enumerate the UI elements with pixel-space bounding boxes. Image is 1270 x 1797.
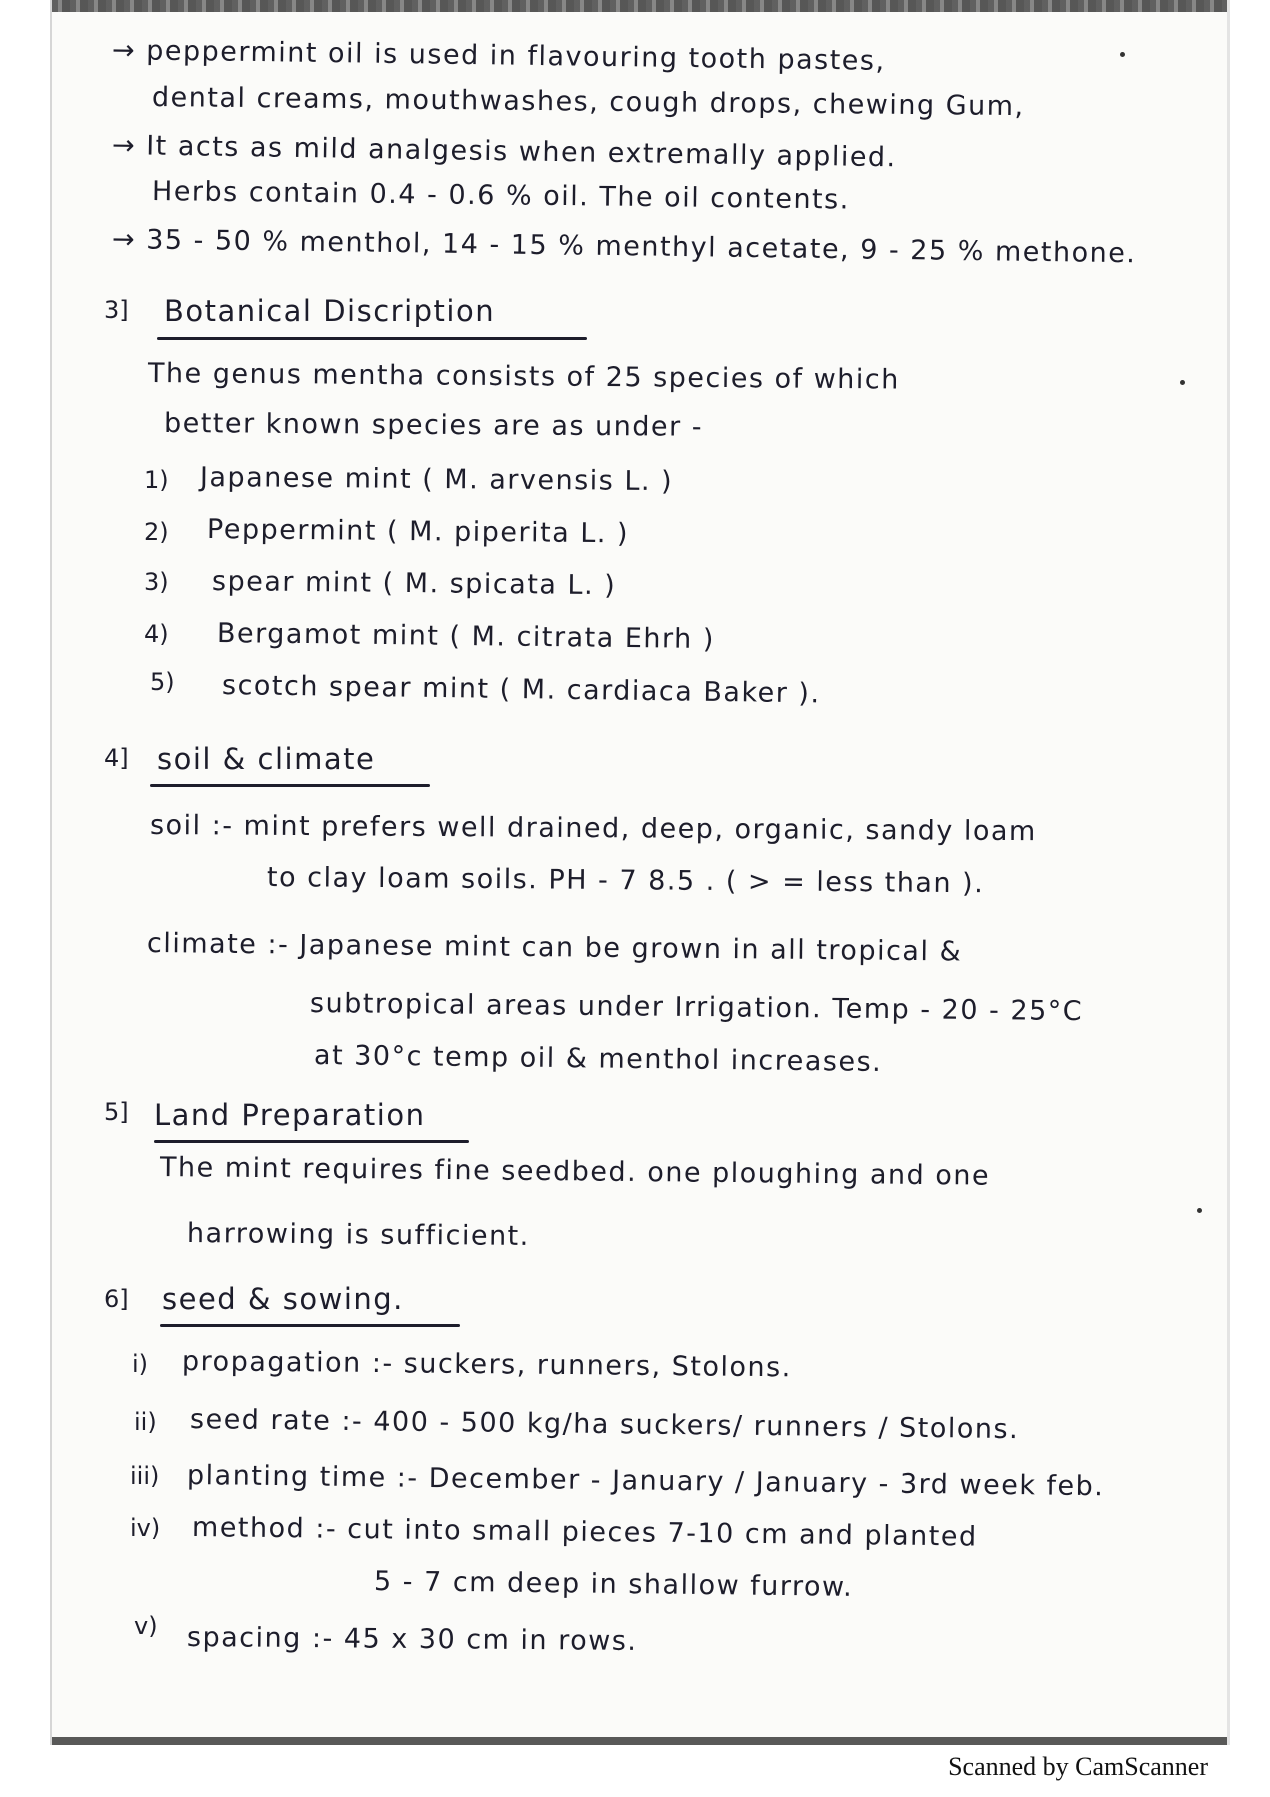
seed-item-number-2: ii) xyxy=(134,1408,157,1436)
seed-item-number-1: i) xyxy=(132,1350,149,1378)
species-number-2: 2) xyxy=(144,518,169,546)
climate-line-3: at 30°c temp oil & menthol increases. xyxy=(313,1040,883,1078)
paper-bottom-edge xyxy=(52,1737,1227,1745)
species-number-4: 4) xyxy=(144,620,169,648)
species-item-4: Bergamot mint ( M. citrata Ehrh ) xyxy=(216,618,716,656)
section-6-underline xyxy=(160,1324,460,1327)
intro-line-1: → peppermint oil is used in flavouring tooth pastes, xyxy=(111,35,886,77)
seed-item-2: seed rate :- 400 - 500 kg/ha suckers/ runners / Stolons. xyxy=(189,1404,1020,1446)
section-6-heading: seed & sowing. xyxy=(162,1282,404,1316)
section-6-number: 6] xyxy=(104,1285,129,1313)
seed-item-1: propagation :- suckers, runners, Stolons. xyxy=(181,1346,792,1384)
section-4-number: 4] xyxy=(104,744,129,772)
seed-item-4-continuation: 5 - 7 cm deep in shallow furrow. xyxy=(373,1566,854,1603)
climate-line-1: climate :- Japanese mint can be grown in all tropical & xyxy=(146,928,963,968)
paper-top-edge xyxy=(52,0,1227,12)
section-3-line-1: The genus mentha consists of 25 species of which xyxy=(147,358,900,396)
species-number-1: 1) xyxy=(144,466,169,494)
species-number-5: 5) xyxy=(150,668,175,696)
species-item-5: scotch spear mint ( M. cardiaca Baker ). xyxy=(221,670,821,710)
section-3-line-2: better known species are as under - xyxy=(163,408,704,443)
intro-line-4: Herbs contain 0.4 - 0.6 % oil. The oil contents. xyxy=(151,176,850,216)
section-3-underline xyxy=(157,337,587,340)
scan-speck xyxy=(1120,52,1125,57)
section-4-heading: soil & climate xyxy=(157,742,376,776)
section-5-line-1: The mint requires fine seedbed. one ploughing and one xyxy=(159,1152,991,1192)
seed-item-number-5: v) xyxy=(134,1612,158,1640)
soil-line-1: soil :- mint prefers well drained, deep, organic, sandy loam xyxy=(149,810,1037,848)
species-item-3: spear mint ( M. spicata L. ) xyxy=(211,566,617,602)
scan-speck xyxy=(1197,1208,1202,1213)
species-item-2: Peppermint ( M. piperita L. ) xyxy=(206,514,630,550)
notebook-paper xyxy=(50,0,1230,1745)
scan-speck xyxy=(1180,380,1185,385)
section-5-number: 5] xyxy=(104,1098,129,1126)
seed-item-number-3: iii) xyxy=(130,1462,160,1490)
seed-item-4: method :- cut into small pieces 7-10 cm and planted xyxy=(191,1512,978,1553)
section-5-line-2: harrowing is sufficient. xyxy=(186,1218,530,1252)
section-5-heading: Land Preparation xyxy=(154,1098,426,1132)
section-3-number: 3] xyxy=(104,296,129,324)
seed-item-number-4: iv) xyxy=(130,1514,161,1542)
species-item-1: Japanese mint ( M. arvensis L. ) xyxy=(199,462,674,498)
intro-line-3: → It acts as mild analgesis when extremally applied. xyxy=(111,130,897,174)
section-4-underline xyxy=(150,784,430,787)
species-number-3: 3) xyxy=(144,568,169,596)
seed-item-5: spacing :- 45 x 30 cm in rows. xyxy=(186,1622,638,1657)
soil-line-2: to clay loam soils. PH - 7 8.5 . ( > = less than ). xyxy=(266,862,985,900)
intro-line-5: → 35 - 50 % menthol, 14 - 15 % menthyl acetate, 9 - 25 % methone. xyxy=(111,224,1137,270)
climate-line-2: subtropical areas under Irrigation. Temp - 20 - 25°C xyxy=(309,988,1084,1028)
section-5-underline xyxy=(154,1140,469,1143)
section-3-heading: Botanical Discription xyxy=(164,294,496,328)
intro-line-2: dental creams, mouthwashes, cough drops, chewing Gum, xyxy=(151,82,1025,123)
seed-item-3: planting time :- December - January / January - 3rd week feb. xyxy=(186,1460,1105,1503)
scanner-watermark: Scanned by CamScanner xyxy=(948,1752,1208,1781)
